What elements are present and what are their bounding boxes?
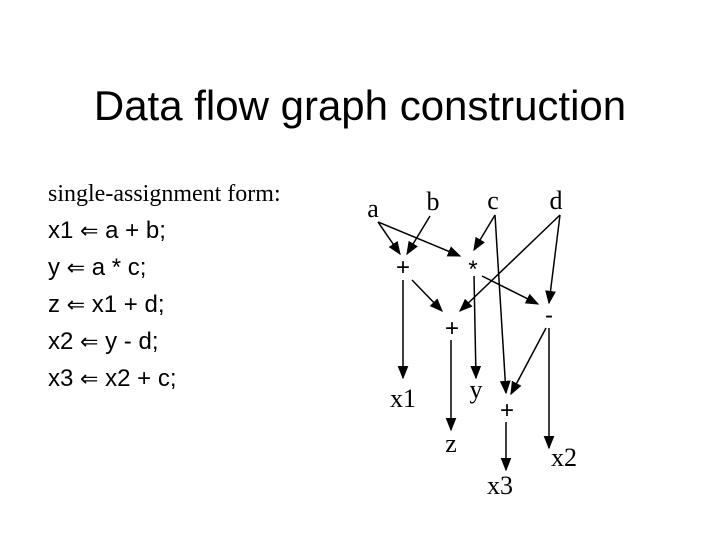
code-target: z <box>48 291 60 318</box>
code-expr: a * c; <box>91 254 147 281</box>
operator-node-add-x1: + <box>395 254 411 281</box>
code-target: x1 <box>48 217 74 244</box>
left-arrow-icon: ⇐ <box>80 367 99 392</box>
edge-c-to-mul <box>474 215 495 250</box>
edge-add1-to-add2 <box>412 280 442 311</box>
operator-node-multiply-y: * <box>468 256 478 283</box>
code-target: x3 <box>48 365 74 392</box>
edge-sub-to-add3 <box>511 328 546 394</box>
input-node-b: b <box>426 187 440 216</box>
edge-mul-to-y <box>474 276 476 378</box>
edge-mul-to-sub <box>482 276 538 304</box>
operator-node-add-x3: + <box>499 397 515 424</box>
output-label-x2: x2 <box>551 443 577 472</box>
output-label-y: y <box>469 375 483 404</box>
code-heading: single-assignment form: <box>48 181 281 207</box>
left-arrow-icon: ⇐ <box>66 293 86 318</box>
left-arrow-icon: ⇐ <box>80 330 99 355</box>
output-label-z: z <box>445 429 457 458</box>
output-label-x3: x3 <box>487 471 513 500</box>
code-target: x2 <box>48 328 74 355</box>
edge-c-to-add3 <box>495 215 506 393</box>
code-expr: a + b; <box>105 217 166 244</box>
code-expr: y - d; <box>105 328 159 355</box>
code-target: y <box>48 254 60 281</box>
operator-node-subtract-x2: - <box>545 302 553 329</box>
operator-node-add-z: + <box>444 315 460 342</box>
code-expr: x1 + d; <box>91 291 165 318</box>
input-node-a: a <box>367 194 379 223</box>
left-arrow-icon: ⇐ <box>80 219 99 244</box>
output-label-x1: x1 <box>390 384 416 413</box>
edge-d-to-sub <box>549 215 560 303</box>
left-arrow-icon: ⇐ <box>66 256 86 281</box>
code-expr: x2 + c; <box>105 365 177 392</box>
slide-title: Data flow graph construction <box>93 82 627 129</box>
input-node-c: c <box>487 186 499 215</box>
input-node-d: d <box>549 186 563 215</box>
